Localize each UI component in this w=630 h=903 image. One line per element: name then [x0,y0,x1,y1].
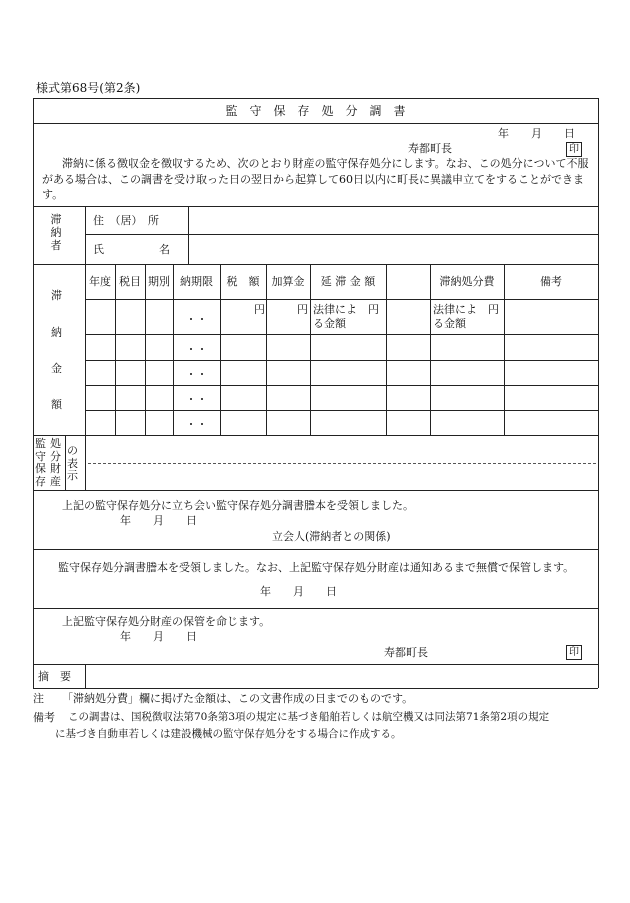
form-number: 様式第68号(第2条) [36,81,141,95]
witness-person: 立会人(滞納者との関係) [272,530,391,543]
tax-amount-yen: 円 [254,303,265,316]
witness-date: 年 月 日 [120,514,197,527]
rule-order [33,664,598,665]
col-surcharge [266,264,267,435]
rule-address [85,234,598,235]
document-title: 監 守 保 存 処 分 調 書 [225,104,406,118]
rule-amount-end [33,435,598,436]
col-label-divider [85,206,86,435]
late-fee-legal-amount: 法律によ 円る金額 [313,303,379,330]
col-taxpayer-value [188,206,189,264]
rule-receipt [33,608,598,609]
due-date-dots: ・・ [185,313,208,326]
remark-text-line-2: に基づき自動車若しくは建設機械の監守保存処分をする場合に作成する。 [55,728,402,740]
col-disposition [430,264,431,435]
rule-amount-r3 [85,385,598,386]
due-date-dots: ・・ [185,393,208,406]
order-text: 上記監守保存処分財産の保管を命じます。 [62,615,271,628]
header-tax-amount: 税 額 [226,275,260,288]
note-text: 「滞納処分費」欄に掲げた金額は、この文書作成の日までのものです。 [62,692,414,705]
frame-right [598,98,599,688]
header-date: 年 月 日 [498,127,575,140]
col-remarks [504,264,505,435]
header-fiscal-year: 年度 [89,275,111,288]
rule-title [33,123,598,124]
header-seal-icon: 印 [566,142,582,157]
header-remarks: 備考 [540,275,562,288]
col-property-label-a [65,435,66,490]
amount-label-4: 額 [51,398,62,411]
rule-amount-r4 [85,410,598,411]
remarks-label: 摘 要 [38,670,71,683]
receipt-date: 年 月 日 [260,585,337,598]
property-label-left: 監守保存 [35,437,46,488]
property-label-mid: 処分財産 [50,437,61,488]
header-notice: 滞納に係る徴収金を徴収するため、次のとおり財産の監守保存処分にします。なお、この処分について不服がある場合は、この調書を受け取った日の翌日から起算して60日以内に町長に異議申立てをすることができます。 [42,157,589,201]
rule-amount-r2 [85,360,598,361]
due-date-dots: ・・ [185,343,208,356]
header-late-fee: 延 滞 金 額 [320,275,376,288]
due-date-dots: ・・ [185,368,208,381]
disposition-legal-amount: 法律によ 円る金額 [433,303,499,330]
col-remarks-label [85,664,86,688]
rule-property [33,490,598,491]
property-dash-line [88,463,596,464]
header-surcharge: 加算金 [271,275,305,288]
rule-amount-head [85,299,598,300]
col-property-label-b [85,435,86,490]
amount-label-1: 滞 [51,289,62,302]
amount-label-2: 納 [51,326,62,339]
note-label: 注 [33,692,44,705]
amount-label-3: 金 [51,362,62,375]
remark-label: 備考 [33,711,55,724]
frame-left [33,98,34,688]
col-late-fee [310,264,311,435]
order-date: 年 月 日 [120,630,197,643]
header-tax-item: 税目 [119,275,141,288]
name-label: 氏 名 [93,243,170,256]
receipt-text: 監守保存処分調書謄本を受領しました。なお、上記監守保存処分財産は通知あるまで無償で保管します。 [58,561,575,574]
rule-witness [33,549,598,550]
col-blank [386,264,387,435]
due-date-dots: ・・ [185,418,208,431]
header-due-date: 納期限 [180,275,213,288]
witness-text: 上記の監守保存処分に立ち会い監守保存処分調書謄本を受領しました。 [62,499,414,512]
rule-header [33,206,598,207]
order-seal-icon: 印 [566,645,582,660]
frame-top [33,98,598,99]
rule-taxpayer [33,264,598,265]
header-mayor: 寿都町長 [408,142,452,155]
surcharge-yen: 円 [297,303,308,316]
remark-text-line-1: この調書は、国税徴収法第70条第3項の規定に基づき船舶若しくは航空機又は同法第71条第2項の規定 [68,711,550,723]
frame-bottom [33,688,598,689]
col-period [145,264,146,435]
address-label: 住 （居） 所 [93,214,159,227]
rule-amount-r1 [85,334,598,335]
col-tax-item [115,264,116,435]
taxpayer-label: 滞納者 [50,213,62,252]
header-disposition-cost: 滞納処分費 [439,275,495,288]
header-period: 期別 [148,275,170,288]
property-label-right: の表示 [67,444,78,482]
order-mayor: 寿都町長 [384,646,428,659]
col-tax-amount [220,264,221,435]
